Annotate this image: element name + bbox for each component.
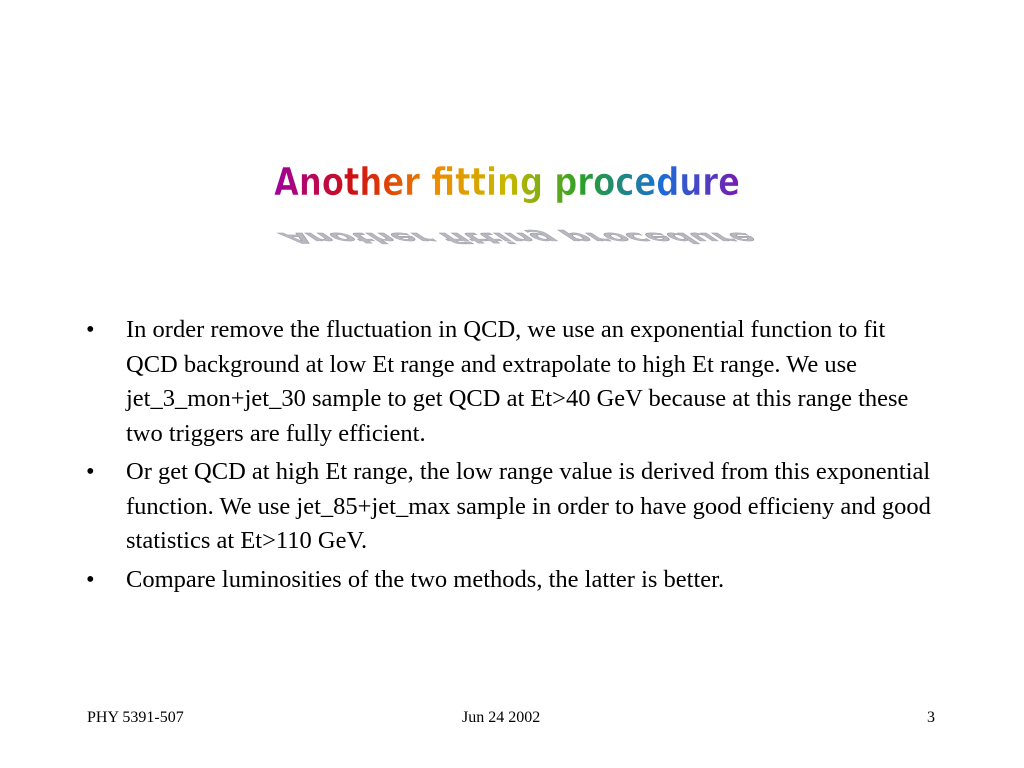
footer-course: PHY 5391-507 bbox=[87, 709, 184, 726]
title-wordart-svg bbox=[0, 150, 1024, 247]
bullet-item bbox=[86, 563, 936, 598]
title-wordart bbox=[0, 150, 1024, 247]
title-shadow: Another fitting procedure bbox=[271, 229, 847, 247]
bullet-text: In order remove the fluctuation in QCD, we use an exponential function to fit QCD background at low Et range and extrapolate to high Et range. We use jet_3_mon+jet_30 sample to get QCD at Et>40 GeV because at this range these two triggers are fully efficient. bbox=[126, 316, 909, 447]
bullet-item bbox=[86, 313, 936, 451]
bullet-text: Compare luminosities of the two methods, the latter is better. bbox=[126, 565, 725, 593]
bullet-dot: • bbox=[86, 458, 95, 485]
bullet-list bbox=[86, 313, 936, 601]
bullet-text: Or get QCD at high Et range, the low range value is derived from this exponential function. We use jet_85+jet_max sample in order to have good efficieny and good statistics at Et>110 GeV. bbox=[126, 458, 931, 554]
bullet-dot: • bbox=[86, 316, 95, 343]
bullet-item bbox=[86, 455, 936, 559]
slide-title: Another fitting procedure bbox=[274, 160, 740, 204]
footer-date: Jun 24 2002 bbox=[462, 709, 541, 726]
bullet-dot: • bbox=[86, 565, 95, 593]
footer-page-number: 3 bbox=[927, 709, 935, 726]
